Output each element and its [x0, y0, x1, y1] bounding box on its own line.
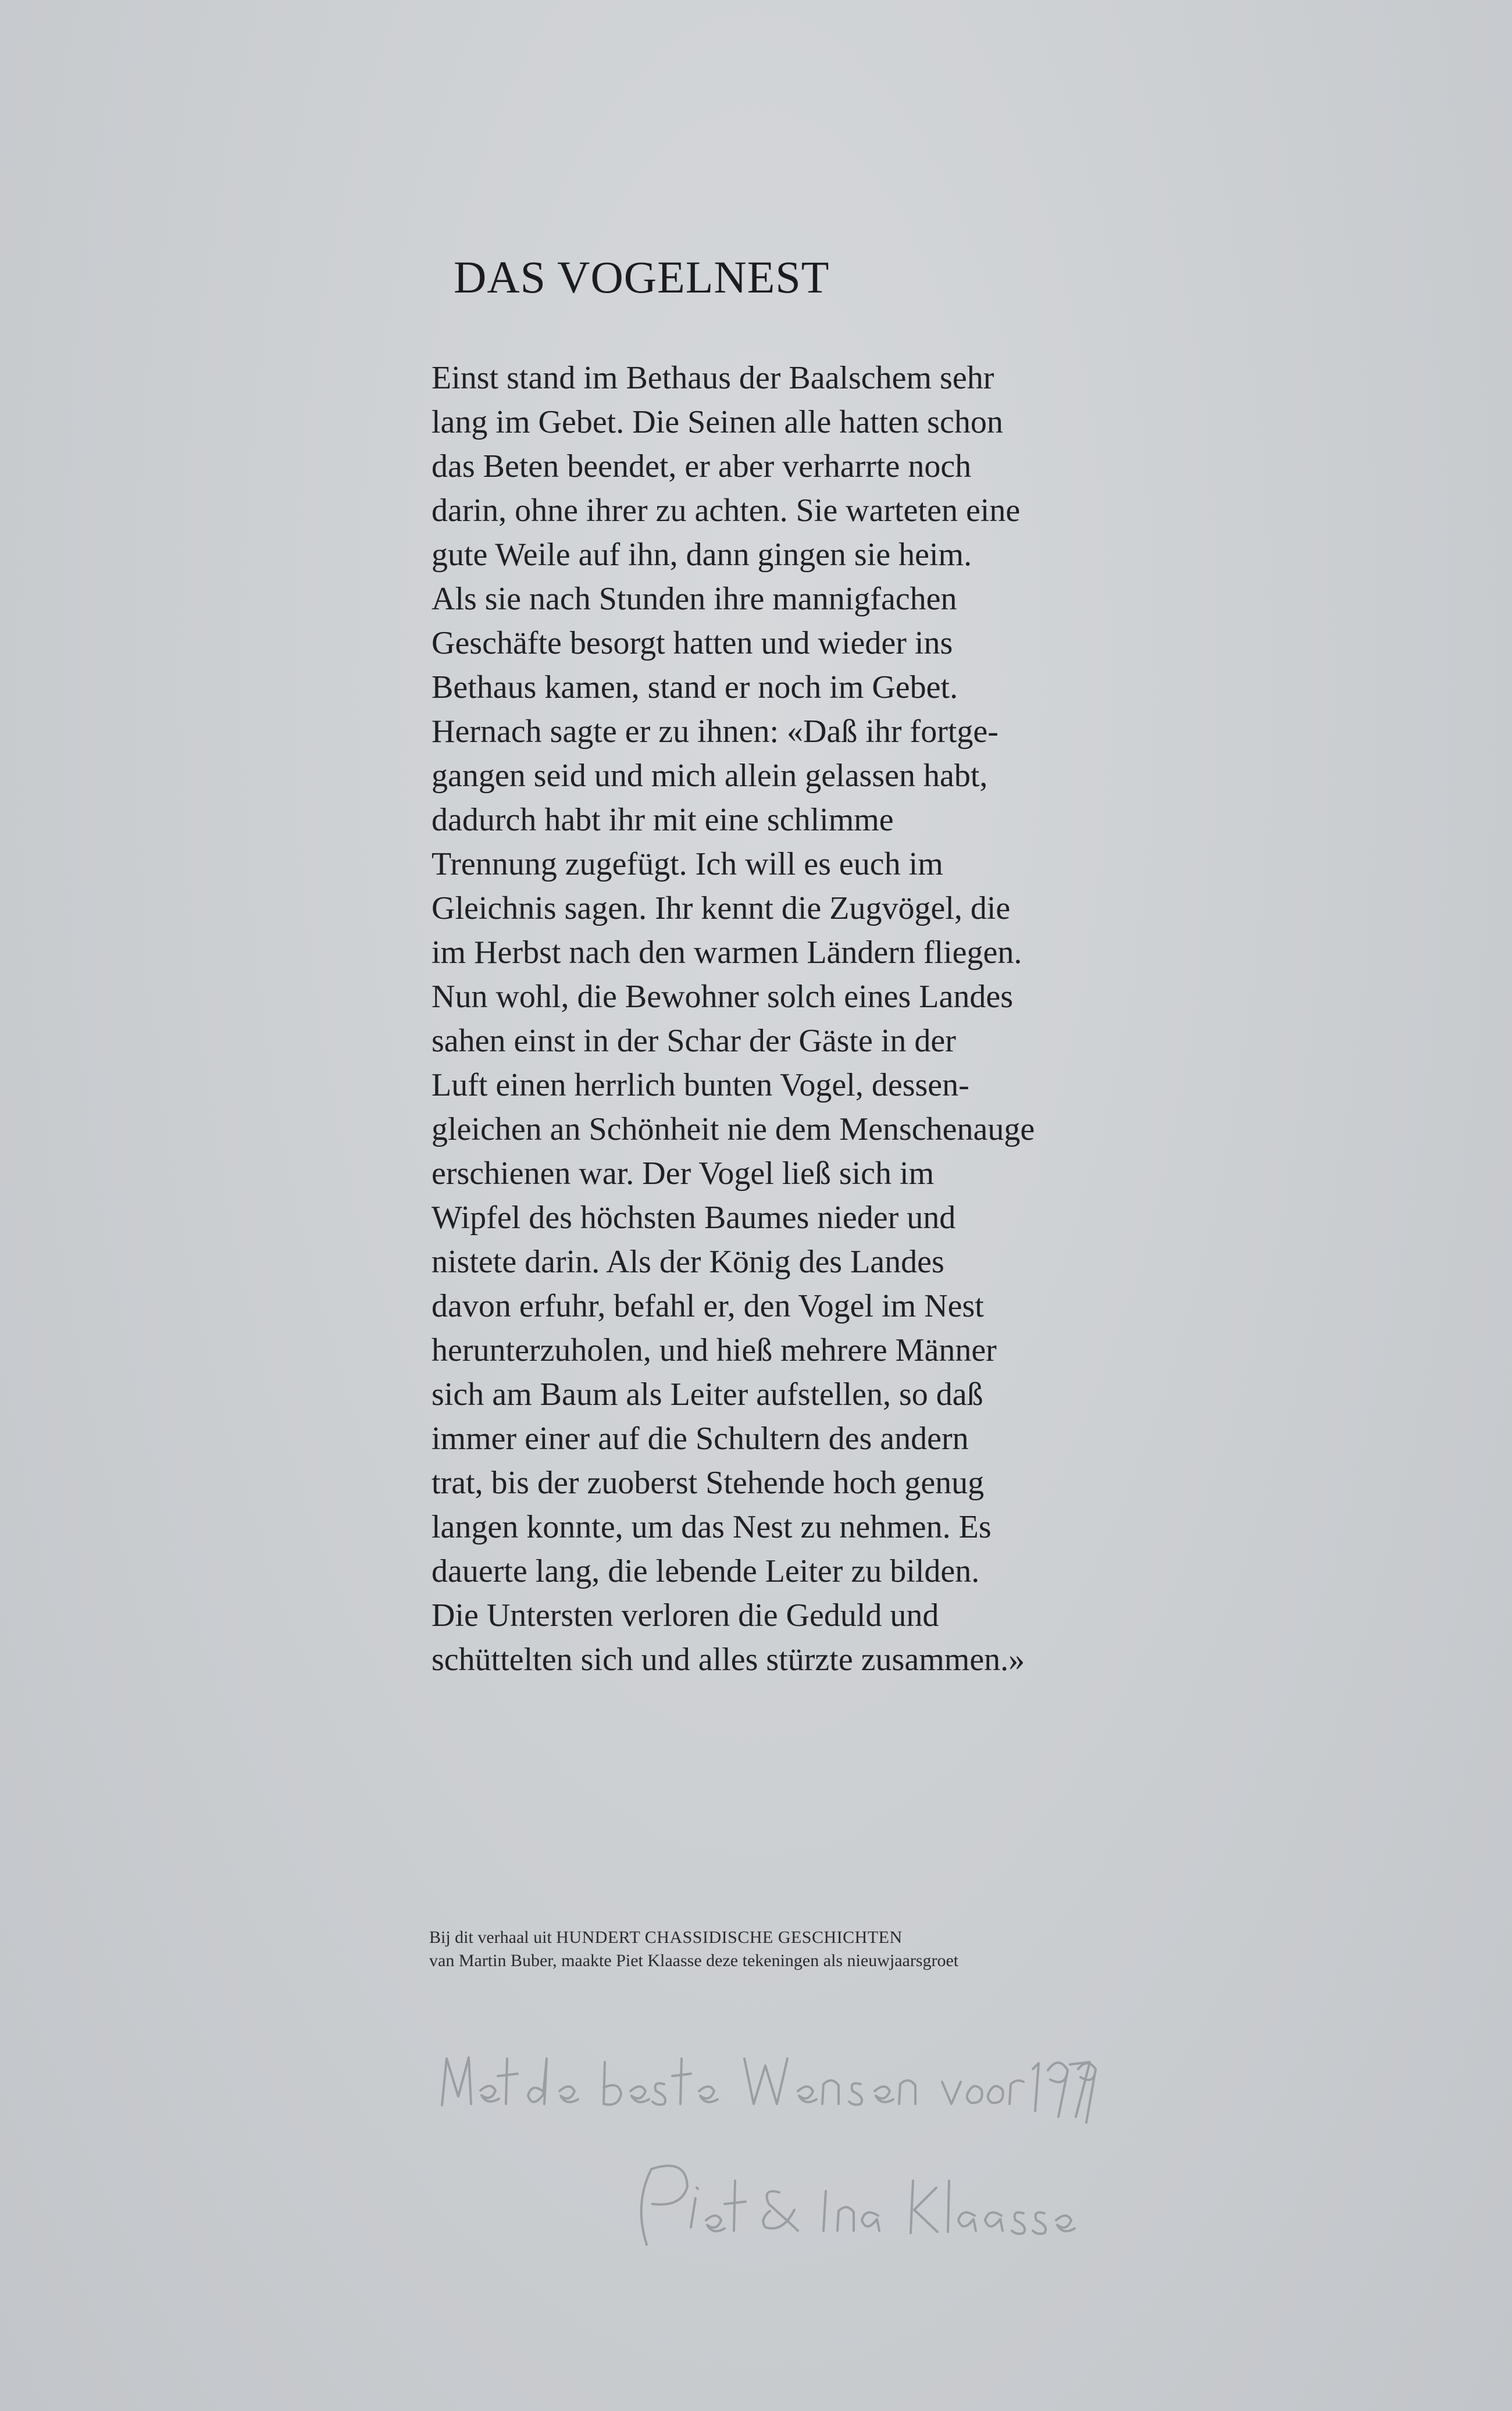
- story-text: [432, 356, 1188, 1682]
- story-title: DAS VOGELNEST: [454, 252, 830, 302]
- handwritten-inscription: [430, 2035, 1099, 2280]
- story-line: gangen seid und mich allein gelassen habt,: [432, 758, 988, 794]
- story-line: Hernach sagte er zu ihnen: «Daß ihr fortge-: [432, 714, 999, 750]
- story-line: trat, bis der zuoberst Stehende hoch genug: [432, 1465, 985, 1501]
- story-line: immer einer auf die Schultern des andern: [432, 1421, 969, 1457]
- story-line: davon erfuhr, befahl er, den Vogel im Nest: [432, 1288, 984, 1324]
- colophon-prefix: Bij dit verhaal uit: [429, 1928, 557, 1947]
- story-line: das Beten beendet, er aber verharrte noch: [432, 448, 972, 484]
- story-line: Als sie nach Stunden ihre mannigfachen: [432, 581, 957, 617]
- story-line: sich am Baum als Leiter aufstellen, so daß: [432, 1376, 983, 1413]
- story-line: nistete darin. Als der König des Landes: [432, 1244, 944, 1280]
- colophon-line-2: van Martin Buber, maakte Piet Klaasse deze tekeningen als nieuwjaarsgroet: [429, 1951, 959, 1970]
- story-line: erschienen war. Der Vogel ließ sich im: [432, 1155, 935, 1192]
- story-line: Trennung zugefügt. Ich will es euch im: [432, 846, 943, 882]
- book-title: HUNDERT CHASSIDISCHE GESCHICHTEN: [556, 1928, 903, 1947]
- handwritten-signature: [430, 2035, 1099, 2280]
- story-line: dadurch habt ihr mit eine schlimme: [432, 802, 894, 838]
- story-line: Luft einen herrlich bunten Vogel, dessen-: [432, 1067, 969, 1103]
- story-line: Gleichnis sagen. Ihr kennt die Zugvögel, die: [432, 890, 1011, 926]
- story-line: Die Untersten verloren die Geduld und: [432, 1597, 939, 1634]
- story-line: Wipfel des höchsten Baumes nieder und: [432, 1200, 956, 1236]
- story-line: Bethaus kamen, stand er noch im Gebet.: [432, 669, 958, 705]
- story-line: Geschäfte besorgt hatten und wieder ins: [432, 625, 953, 661]
- story-line: gute Weile auf ihn, dann gingen sie heim.: [432, 537, 972, 573]
- story-line: Nun wohl, die Bewohner solch eines Landes: [432, 979, 1013, 1015]
- colophon-line-1: [429, 1926, 958, 1949]
- story-line: gleichen an Schönheit nie dem Menschenauge: [432, 1111, 1035, 1147]
- story-line: langen konnte, um das Nest zu nehmen. Es: [432, 1509, 992, 1545]
- colophon: [429, 1926, 958, 1973]
- story-line: dauerte lang, die lebende Leiter zu bilden.: [432, 1553, 980, 1589]
- story-line: darin, ohne ihrer zu achten. Sie warteten eine: [432, 493, 1021, 529]
- story-line: schüttelten sich und alles stürzte zusammen.»: [432, 1642, 1025, 1678]
- story-line: lang im Gebet. Die Seinen alle hatten schon: [432, 404, 1003, 440]
- story-line: sahen einst in der Schar der Gäste in der: [432, 1023, 956, 1059]
- story-line: Einst stand im Bethaus der Baalschem sehr: [432, 360, 994, 396]
- story-line: im Herbst nach den warmen Ländern fliegen.: [432, 935, 1022, 971]
- story-line: herunterzuholen, und hieß mehrere Männer: [432, 1332, 997, 1368]
